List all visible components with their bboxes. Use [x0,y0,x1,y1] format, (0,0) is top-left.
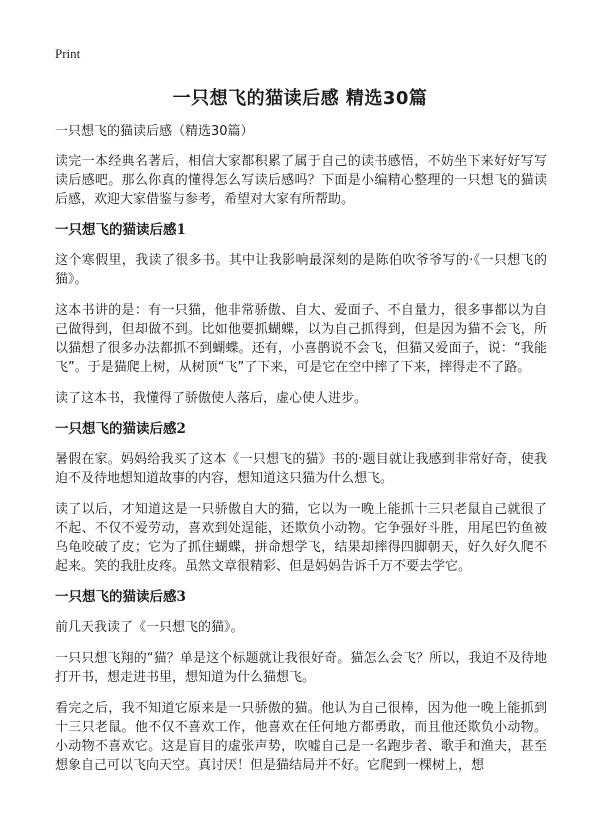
article-subtitle: 一只想飞的猫读后感（精选30篇） [55,124,254,139]
section-3-paragraph-2: 一只只想飞翔的“猫？单是这个标题就让我很好奇。猫怎么会飞？所以，我迫不及待地打开书，想走进书里，想知道为什么猫想飞。 [55,651,547,685]
section-2-paragraph-2: 读了以后，才知道这是一只骄傲自大的猫，它以为一晚上能抓十三只老鼠自己就很了不起、不仅不爱劳动，喜欢到处逞能，还欺负小动物。它争强好斗胜，用尾巴钓鱼被乌龟咬破了皮；它为了抓住蝴蝶，拼命想学飞，结果却摔得四脚朝天，好久好久爬不起来。笑的我肚皮疼。虽然文章很精彩、但是妈妈告诉千万不要去学它。 [55,502,547,574]
section-3-paragraph-1: 前几天我读了《一只想飞的猫》。 [55,620,244,635]
page-title: 一只想飞的猫读后感 精选30篇 [172,88,428,109]
section-1-paragraph-2: 这本书讲的是：有一只猫，他非常骄傲、自大、爱面子、不自量力，很多事都以为自己做得到，但却做不到。比如他要抓蝴蝶，以为自己抓得到，但是因为猫不会飞，所以猫想了很多办法都抓不到蝴蝶。还有，小喜鹊说不会飞，但猫又爱面子，说：“我能飞”。于是猫爬上树，从树顶“飞”了下来，可是它在空中摔了下来，摔得走不了路。 [55,303,547,375]
print-link[interactable]: Print [55,46,81,61]
section-3-paragraph-3: 看完之后，我不知道它原来是一只骄傲的猫。他认为自己很棒，因为他一晚上能抓到十三只老鼠。他不仅不喜欢工作，他喜欢在任何地方都勇敢，而且他还欺负小动物。小动物不喜欢它。这是盲目的虚张声势，吹嘘自己是一名跑步者、歌手和渔夫，甚至想象自己可以飞向天空。真讨厌！但是猫结局并不好。它爬到一棵树上，想 [55,701,547,773]
section-1-paragraph-3: 读了这本书，我懂得了骄傲使人落后，虚心使人进步。 [55,391,368,406]
article-body [55,122,547,787]
intro-paragraph: 读完一本经典名著后，相信大家都积累了属于自己的读书感悟，不妨坐下来好好写写读后感吧。那么你真的懂得怎么写读后感吗？下面是小编精心整理的一只想飞的猫读后感，欢迎大家借鉴与参考，希望对大家有所帮助。 [55,154,547,207]
section-2-paragraph-1: 暑假在家。妈妈给我买了这本《一只想飞的猫》书的·题目就让我感到非常好奇，使我迫不及待地想知道故事的内容，想知道这只猫为什么想飞。 [55,452,547,486]
section-1-paragraph-1: 这个寒假里，我读了很多书。其中让我影响最深刻的是陈伯吹爷爷写的·《一只想飞的猫》。 [55,253,547,287]
section-heading-1: 一只想飞的猫读后感1 [55,222,186,238]
section-heading-3: 一只想飞的猫读后感3 [55,589,186,605]
section-heading-2: 一只想飞的猫读后感2 [55,421,186,437]
